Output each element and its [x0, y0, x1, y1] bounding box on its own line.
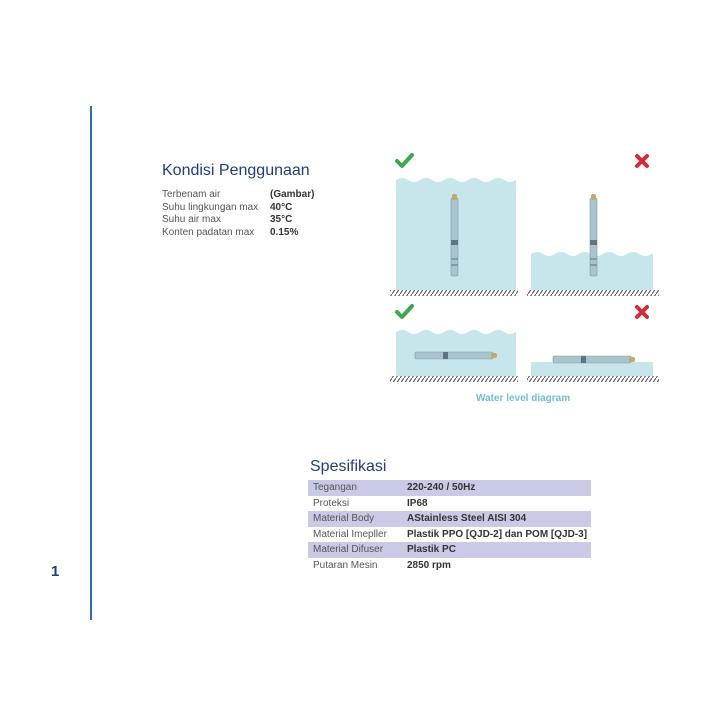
diagram-caption: Water level diagram: [476, 393, 571, 404]
spec-value: 2850 rpm: [407, 559, 451, 571]
pump-icon: [415, 352, 497, 359]
water: [531, 362, 653, 376]
spec-row: [308, 542, 591, 558]
spec-value: IP68: [407, 497, 428, 509]
panel-horizontal-submerged: [390, 306, 518, 382]
water-level-diagram: [388, 150, 660, 410]
ground: [390, 376, 518, 382]
panel-vertical-submerged: [390, 155, 518, 296]
cross-icon: [637, 307, 647, 317]
spec-label: Proteksi: [313, 497, 350, 509]
panel-vertical-low-water: [527, 156, 659, 296]
panel-horizontal-low-water: [527, 307, 659, 382]
condition-value: 40°C: [270, 201, 293, 213]
condition-value: (Gambar): [270, 189, 315, 200]
condition-label: Konten padatan max: [162, 226, 255, 238]
spec-row: [308, 558, 591, 574]
condition-row: [162, 214, 314, 227]
cross-icon: [637, 156, 647, 166]
check-icon: [397, 155, 412, 166]
condition-label: Suhu air max: [162, 214, 221, 225]
spec-value: Plastik PC: [407, 544, 456, 556]
condition-row: [162, 189, 314, 202]
pump-icon: [590, 194, 597, 276]
pump-icon: [451, 194, 458, 276]
spec-label: Putaran Mesin: [313, 559, 378, 571]
ground: [390, 290, 518, 296]
spec-row: [308, 496, 591, 512]
water-level-illustration: [388, 150, 660, 390]
spec-value: Plastik PPO [QJD-2] dan POM [QJD-3]: [407, 528, 588, 540]
specifications: [308, 458, 591, 573]
condition-row: [162, 227, 314, 240]
ground: [527, 376, 659, 382]
specifications-title: Spesifikasi: [310, 458, 387, 475]
spec-label: Material Body: [313, 513, 375, 525]
usage-conditions-title: Kondisi Penggunaan: [162, 162, 310, 179]
usage-conditions: [162, 162, 314, 239]
spec-label: Material Difuser: [313, 544, 384, 556]
margin-rule: [90, 106, 92, 620]
condition-label: Suhu lingkungan max: [162, 201, 259, 213]
condition-value: 35°C: [270, 214, 293, 225]
check-icon: [397, 306, 412, 317]
spec-label: Tegangan: [313, 482, 357, 494]
pump-icon: [553, 356, 635, 363]
spec-label: Material Imepller: [313, 528, 387, 540]
spec-value: 220-240 / 50Hz: [407, 482, 476, 494]
condition-row: [162, 202, 314, 215]
spec-value: AStainless Steel AISI 304: [407, 513, 527, 525]
spec-row: [308, 480, 591, 496]
spec-row: [308, 511, 591, 527]
condition-label: Terbenam air: [162, 189, 221, 200]
condition-value: 0.15%: [270, 226, 299, 238]
page-number: 1: [51, 563, 60, 580]
spec-row: [308, 527, 591, 543]
ground: [527, 290, 659, 296]
